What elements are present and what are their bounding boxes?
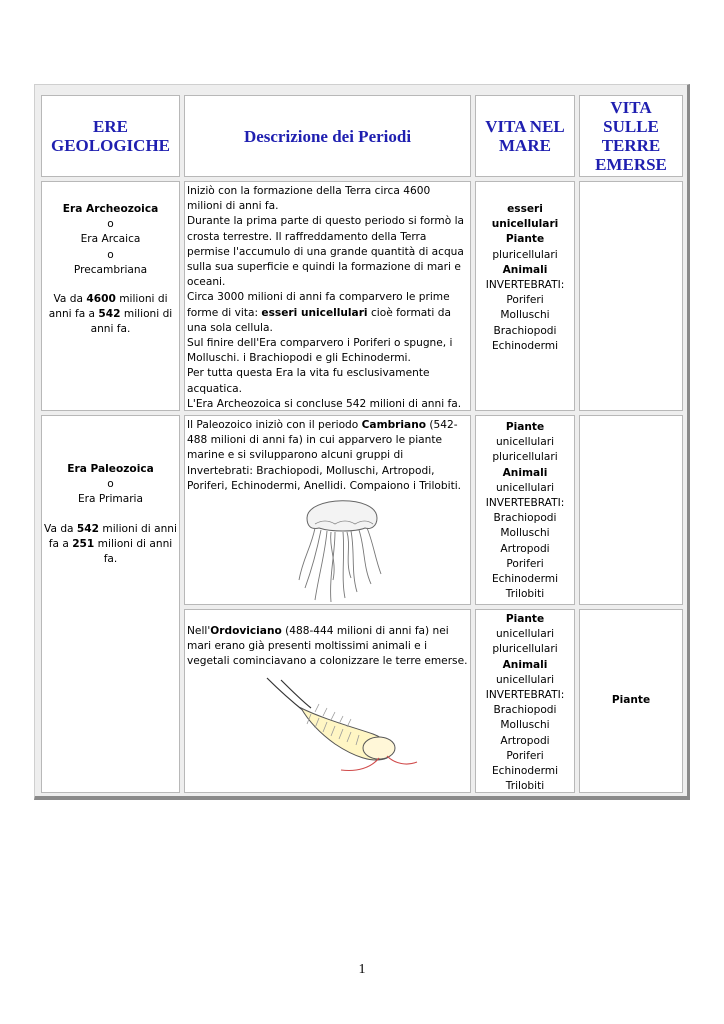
terre-piante: Piante [611, 694, 651, 707]
description-paragraph: Durante la prima parte di questo periodo si formò la crosta terrestre. Il raffreddamento della Terra permise l'accumulo di una grande quantità di acqua sulla sua superficie e quindi la formazione di mari e oceani. [187, 215, 465, 289]
trilobite-illustration [261, 674, 421, 774]
separator-o: o [107, 218, 114, 231]
page-number: 1 [358, 962, 366, 977]
description-paragraph: Sul finire dell'Era comparvero i Poriferi o spugne, i Molluschi. i Brachiopodi e gli Echinodermi. [187, 337, 453, 365]
header-descrizione [184, 95, 471, 177]
descrizione-ordoviciano [184, 609, 471, 793]
header-vita-terre [579, 95, 683, 177]
vita-mare-ordoviciano: Piante unicellulari pluricellulari Animali unicellulari INVERTEBRATI: Brachiopodi Molluschi Artropodi Poriferi Echinodermi Trilobiti [475, 609, 575, 793]
era-range: Va da 542 milioni di anni fa a 251 milioni di anni fa. [44, 522, 177, 566]
era-range: Va da 4600 milioni di anni fa a 542 milioni di anni fa. [48, 293, 173, 336]
era-alt-name: Precambriana [73, 263, 148, 276]
vita-mare-archeozoica: esseri unicellulari Piante pluricellulari Animali INVERTEBRATI: Poriferi Molluschi Brachiopodi Echinodermi [475, 181, 575, 411]
description-paragraph: Per tutta questa Era la vita fu esclusivamente acquatica. [187, 367, 430, 395]
jellyfish-illustration [285, 488, 405, 605]
description-paragraph: Circa 3000 milioni di anni fa comparvero le prime forme di vita: esseri unicellulari cioè formati da una sola cellula. [187, 291, 451, 334]
era-archeozoica-cell [41, 181, 180, 411]
vita-mare-cambriano: Piante unicellulari pluricellulari Animali unicellulari INVERTEBRATI: Brachiopodi Molluschi Artropodi Poriferi Echinodermi Trilobiti [475, 415, 575, 605]
description-paragraph: Iniziò con la formazione della Terra circa 4600 milioni di anni fa. [187, 185, 431, 213]
header-ere [41, 95, 180, 177]
header-descrizione-label: Descrizione dei Periodi [243, 126, 412, 146]
descrizione-archeozoica [184, 181, 471, 411]
separator-o: o [107, 248, 114, 261]
header-vita-mare-label: VITA NEL MARE [485, 117, 565, 155]
vita-terre-ordoviciano [579, 609, 683, 793]
era-paleozoica-cell [41, 415, 180, 793]
header-ere-label: ERE GEOLOGICHE [50, 117, 171, 155]
vita-terre-cambriano [579, 415, 683, 605]
descrizione-cambriano [184, 415, 471, 605]
separator-o: o [107, 478, 114, 491]
vita-terre-archeozoica [579, 181, 683, 411]
description-paragraph: Il Paleozoico iniziò con il periodo Cambriano (542-488 milioni di anni fa) in cui apparvero le piante marine e si svilupparono alcuni gruppi di Invertebrati: Brachiopodi, Molluschi, Artropodi, Poriferi, Echinodermi, Anellidi. Compaiono i Trilobiti. [187, 419, 462, 492]
header-vita-terre-label: VITA SULLE TERRE EMERSE [595, 98, 667, 174]
header-vita-mare [475, 95, 575, 177]
era-alt-name: Era Primaria [77, 493, 143, 506]
era-alt-name: Era Arcaica [80, 233, 141, 246]
description-paragraph: L'Era Archeozoica si concluse 542 milioni di anni fa. [187, 397, 462, 410]
era-name: Era Archeozoica [62, 203, 159, 215]
description-paragraph: Nell'Ordoviciano (488-444 milioni di anni fa) nei mari erano già presenti moltissimi animali e i vegetali cominciavano a colonizzare le terre emerse. [187, 625, 468, 668]
era-name: Era Paleozoica [67, 463, 154, 475]
geological-eras-table [34, 84, 690, 800]
